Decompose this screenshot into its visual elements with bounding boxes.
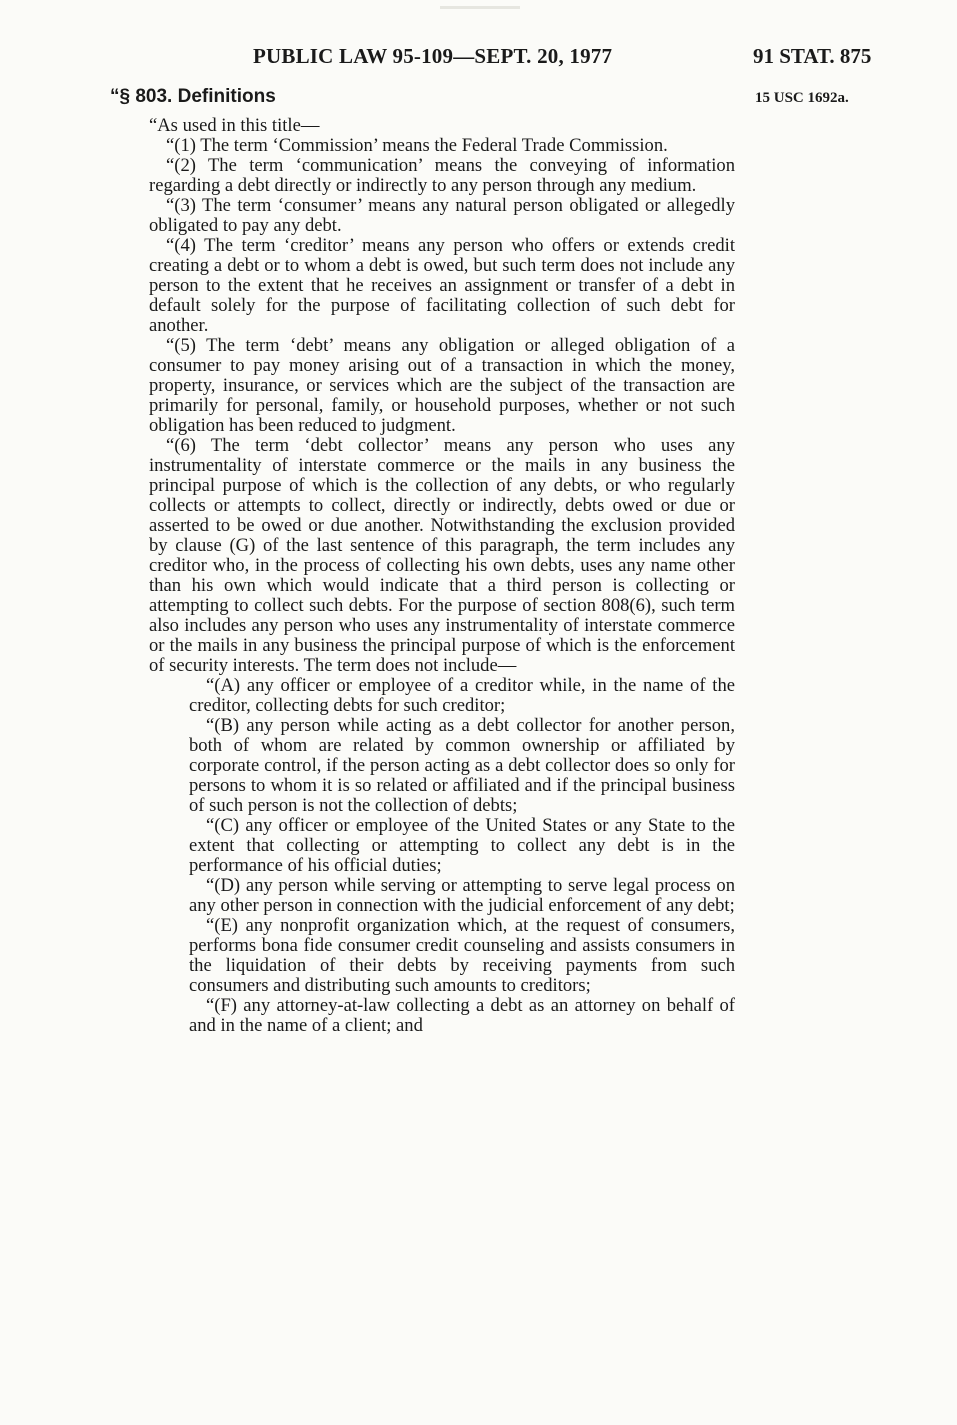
- scan-artifact: [440, 6, 520, 9]
- running-title: PUBLIC LAW 95-109—SEPT. 20, 1977: [253, 44, 613, 68]
- definition-paragraph: “(5) The term ‘debt’ means any obligation or alleged obligation of a consumer to pay money arising out of a transaction in which the money, property, insurance, or services which are the subject of the transaction are primarily for personal, family, or household purposes, whether or not such obligation has been reduced to judgment.: [149, 335, 735, 436]
- statute-page-number: 91 STAT. 875: [753, 44, 872, 68]
- definition-paragraph: “(2) The term ‘communication’ means the conveying of information regarding a debt directly or indirectly to any person through any medium.: [149, 155, 735, 196]
- usc-citation-margin-note: 15 USC 1692a.: [755, 90, 849, 106]
- page-header: [0, 40, 957, 74]
- exclusion-clause: “(E) any nonprofit organization which, at the request of consumers, performs bona fide consumer credit counseling and assists consumers in the liquidation of their debts by receiving payments from such consumers and distributing such amounts to creditors;: [189, 915, 735, 996]
- section-heading: “§ 803. Definitions: [110, 86, 276, 107]
- section-body: [149, 116, 735, 1036]
- definition-paragraph: “(4) The term ‘creditor’ means any person who offers or extends credit creating a debt or to whom a debt is owed, but such term does not include any person to the extent that he receives an assignment or transfer of a debt in default solely for the purpose of facilitating collection of such debt for another.: [149, 235, 735, 336]
- definition-paragraph: “(6) The term ‘debt collector’ means any person who uses any instrumentality of interstate commerce or the mails in any business the principal purpose of which is the collection of any debts, or who regularly collects or attempts to collect, directly or indirectly, debts owed or due or asserted to be owed or due another. Notwithstanding the exclusion provided by clause (G) of the last sentence of this paragraph, the term includes any creditor who, in the process of collecting his own debts, uses any name other than his own which would indicate that a third person is collecting or attempting to collect such debts. For the purpose of section 808(6), such term also includes any person who uses any instrumentality of interstate commerce or the mails in any business the principal purpose of which is the enforcement of security interests. The term does not include—: [149, 435, 735, 676]
- definition-paragraph: “(3) The term ‘consumer’ means any natural person obligated or allegedly obligated to pay any debt.: [149, 195, 735, 236]
- exclusion-clause: “(C) any officer or employee of the United States or any State to the extent that collecting or attempting to collect any debt is in the performance of his official duties;: [189, 815, 735, 876]
- exclusion-clause: “(A) any officer or employee of a creditor while, in the name of the creditor, collecting debts for such creditor;: [189, 675, 735, 716]
- intro-line: “As used in this title—: [149, 115, 320, 136]
- exclusion-clause: “(D) any person while serving or attempting to serve legal process on any other person in connection with the judicial enforcement of any debt;: [189, 875, 735, 916]
- definition-paragraph: “(1) The term ‘Commission’ means the Federal Trade Commission.: [166, 135, 668, 156]
- exclusion-clause: “(B) any person while acting as a debt collector for another person, both of whom are related by common ownership or affiliated by corporate control, if the person acting as a debt collector does so only for persons to whom it is so related or affiliated and if the principal business of such person is not the collection of debts;: [189, 715, 735, 816]
- exclusion-clause: “(F) any attorney-at-law collecting a debt as an attorney on behalf of and in the name of a client; and: [189, 995, 735, 1036]
